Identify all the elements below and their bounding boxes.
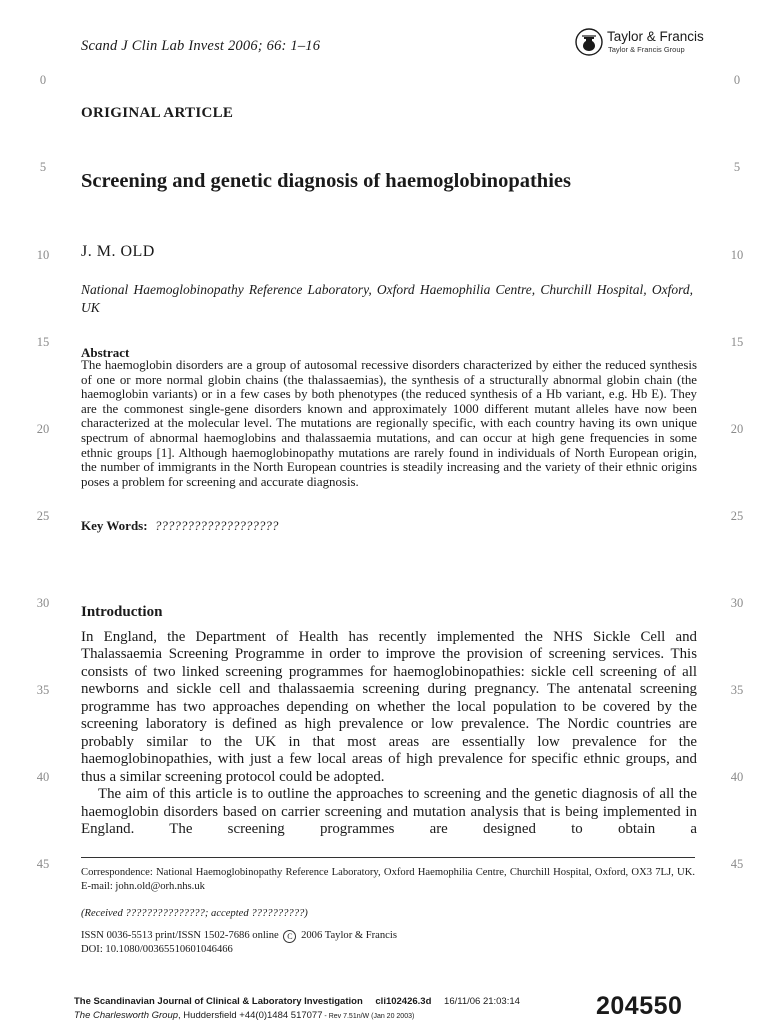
- journal-details: 2006; 66: 1–16: [227, 38, 321, 54]
- abstract-heading: Abstract: [81, 345, 130, 360]
- line-number: 30: [730, 596, 744, 610]
- line-number: 15: [36, 335, 50, 349]
- author-affiliation: National Haemoglobinopathy Reference Laboratory, Oxford Haemophilia Centre, Churchill Hospital, Oxford, UK: [81, 282, 693, 315]
- line-number: 0: [733, 73, 741, 87]
- line-number: 5: [39, 160, 47, 174]
- footer-revision: - Rev 7.51n/W (Jan 20 2003): [322, 1013, 415, 1020]
- keywords-value: ???????????????????: [154, 518, 279, 533]
- introduction-paragraph: In England, the Department of Health has recently implemented the NHS Sickle Cell and Thalassaemia Screening Programme in order to improve the provision of screening services. This consists of two linked screening programmes for haemoglobinopathies: sickle cell screening of all newborns and sickle cell and thalassaemia screening during pregnancy. The antenatal screening programme has two approaches depending on whether the local population to be covered by the screening laboratory is defined as high prevalence or low prevalence. The Nordic countries are probably similar to the UK in that most areas are essentially low prevalence for the haemoglobinopathies, with just a few local areas of high prevalence for specific ethnic groups, and thus a similar screening protocol could be adopted.: [81, 629, 697, 785]
- line-number: 25: [730, 509, 744, 523]
- footer-group: The Charlesworth Group: [74, 1010, 179, 1021]
- doi-line: DOI: 10.1080/00365510601046466: [81, 944, 233, 955]
- footnote-divider: [81, 857, 695, 858]
- line-number: 35: [36, 683, 50, 697]
- footer-journal: The Scandinavian Journal of Clinical & Laboratory Investigation: [74, 996, 363, 1007]
- typesetter-footer: [74, 996, 520, 1007]
- line-number: 0: [39, 73, 47, 87]
- introduction-paragraph: The aim of this article is to outline the approaches to screening and the genetic diagnosis of all the haemoglobin disorders based on carrier screening and mutation analysis that is being implemented in England. The screening programmes are designed to obtain a: [81, 786, 697, 837]
- line-number: 15: [730, 335, 744, 349]
- footer-location: , Huddersfield +44(0)1484 517077: [178, 1010, 323, 1021]
- line-number: 45: [36, 857, 50, 871]
- footer-job-number: 204550: [596, 992, 683, 1020]
- line-number: 5: [733, 160, 741, 174]
- line-number: 45: [730, 857, 744, 871]
- publisher-group: Taylor & Francis Group: [608, 45, 685, 54]
- line-number: 20: [730, 422, 744, 436]
- line-number: 40: [730, 770, 744, 784]
- introduction-heading: Introduction: [81, 604, 163, 620]
- received-dates: (Received ???????????????; accepted ??????????): [81, 908, 308, 919]
- introduction-body: [81, 629, 697, 838]
- line-number: 10: [36, 248, 50, 262]
- line-number: 30: [36, 596, 50, 610]
- line-number: 35: [730, 683, 744, 697]
- abstract-text: The haemoglobin disorders are a group of autosomal recessive disorders characterized by either the reduced synthesis of one or more normal globin chains (the thalassaemias), the synthesis of a structurally abnormal globin chain (the haemoglobin variants) or in a few cases by both phenotypes (the reduced synthesis of a Hb variant, e.g. Hb E). They are the commonest single-gene disorders known and approximately 1000 different mutant alleles have now been characterized at the molecular level. The mutations are regionally specific, with each country having its own unique spectrum of abnormal haemoglobins and thalassaemia mutations, and can occur at high gene frequencies in some ethnic groups [1]. Although haemoglobinopathy mutations are rarely found in individuals of North European origin, the number of immigrants in the North European countries is steadily increasing and the variety of their ethnic origins poses a problem for screening and accurate diagnosis.: [81, 358, 697, 489]
- copyright-icon: C: [283, 930, 296, 943]
- publisher-name: Taylor & Francis: [607, 29, 704, 44]
- issn-block: [81, 929, 397, 957]
- journal-citation: [81, 38, 320, 55]
- line-number: 20: [36, 422, 50, 436]
- copyright-holder: 2006 Taylor & Francis: [301, 930, 397, 941]
- keywords-label: Key Words:: [81, 518, 148, 533]
- keywords: [81, 518, 278, 534]
- typesetter-footer-line2: [74, 1010, 414, 1021]
- journal-name: Scand J Clin Lab Invest: [81, 38, 225, 54]
- article-title: Screening and genetic diagnosis of haemoglobinopathies: [81, 170, 571, 192]
- issn-line: [81, 929, 397, 943]
- footer-file-code: cli102426.3d: [375, 996, 432, 1007]
- line-number: 10: [730, 248, 744, 262]
- line-number: 40: [36, 770, 50, 784]
- taylor-francis-urn-icon: [575, 28, 603, 56]
- publisher-logo: [575, 28, 704, 58]
- footer-timestamp: 16/11/06 21:03:14: [444, 996, 520, 1007]
- issn-numbers: ISSN 0036-5513 print/ISSN 1502-7686 online: [81, 930, 279, 941]
- article-type: ORIGINAL ARTICLE: [81, 105, 234, 121]
- author-name: J. M. OLD: [81, 243, 155, 260]
- correspondence-note: Correspondence: National Haemoglobinopathy Reference Laboratory, Oxford Haemophilia Centre, Churchill Hospital, Oxford, OX3 7LJ, UK. E-mail: john.old@orh.nhs.uk: [81, 867, 695, 892]
- line-number: 25: [36, 509, 50, 523]
